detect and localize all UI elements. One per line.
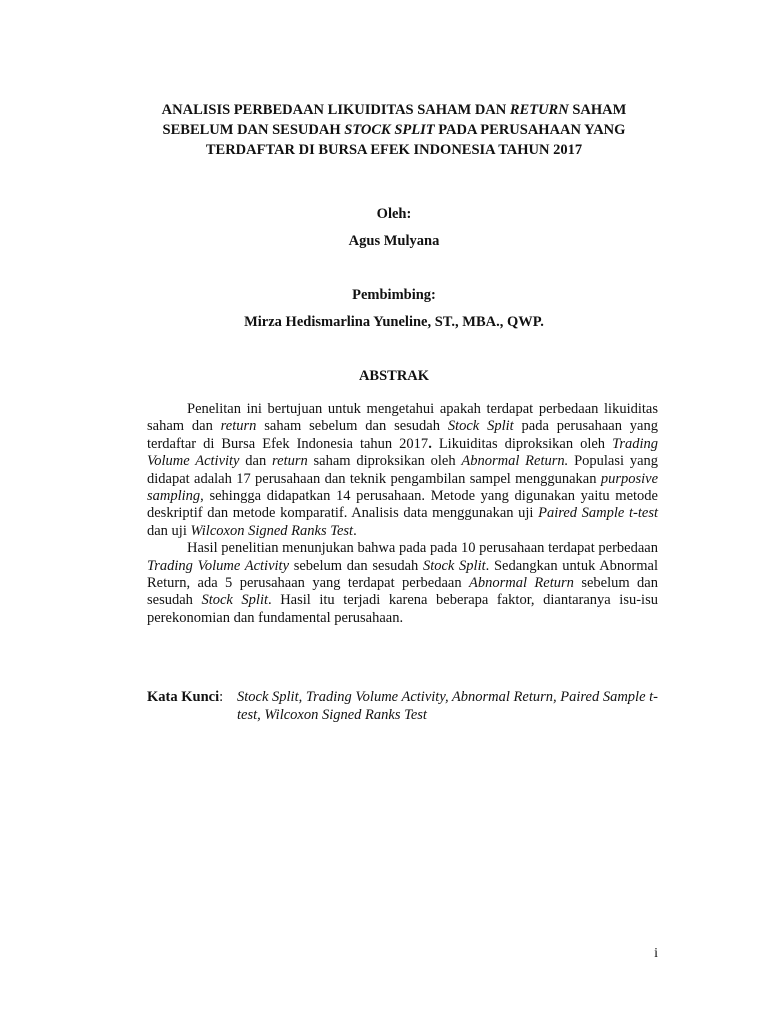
p1-run: return: [272, 453, 308, 470]
abstract-paragraph-2: [147, 540, 658, 627]
p1-run: Stock Split: [447, 418, 514, 435]
p1-run: .: [428, 435, 432, 452]
p1-run: Trading Volume Activity: [147, 435, 658, 470]
p1-run: Likuiditas diproksikan oleh: [431, 435, 613, 452]
p1-run: Paired Sample t-test: [538, 505, 659, 522]
p1-run: dan: [239, 453, 273, 470]
p1-run: Wilcoxon Signed Ranks Test: [190, 522, 354, 539]
p1-run: dan uji: [147, 522, 191, 539]
p1-run: pada perusahaan yang terdaftar di Bursa Efek Indonesia tahun 2017: [147, 418, 658, 452]
p1-run: Populasi yang didapat adalah 17 perusahaan dan teknik pengambilan sampel menggunakan: [147, 453, 659, 487]
p2-run: Stock Split: [422, 557, 486, 574]
p1-run: purposive sampling: [147, 470, 658, 505]
abstract-paragraph-1: [147, 401, 658, 540]
abstract-body: [147, 401, 658, 627]
p2-run: sebelum dan sesudah: [289, 557, 423, 574]
p2-run: Abnormal Return: [469, 575, 574, 592]
title-line-1: ANALISIS PERBEDAAN LIKUIDITAS SAHAM DAN RETURN SAHAM: [161, 102, 627, 118]
p2-run: sebelum dan sesudah: [147, 575, 658, 609]
p2-run: . Hasil itu terjadi karena beberapa faktor, diantaranya isu-isu perekonomian dan fundamental perusahaan.: [147, 592, 658, 626]
p1-run: saham sebelum dan sesudah: [256, 418, 448, 435]
abstract-heading: ABSTRAK: [358, 368, 430, 384]
page-number: i: [654, 946, 658, 961]
author-label: Oleh:: [376, 206, 412, 222]
keywords-text: Stock Split, Trading Volume Activity, Abnormal Return, Paired Sample t-test, Wilcoxon Signed Ranks Test: [237, 689, 658, 723]
keywords-label: Kata Kunci:: [147, 689, 224, 705]
p2-run: Stock Split: [201, 592, 269, 609]
document-title: [120, 100, 668, 160]
p1-run: return: [220, 418, 257, 435]
p2-run: Trading Volume Activity: [147, 557, 290, 574]
author-name: Agus Mulyana: [348, 233, 440, 249]
p1-run: , sehingga didapatkan 14 perusahaan. Metode yang digunakan yaitu metode deskriptif dan metode komparatif. Analisis data menggunakan uji: [147, 488, 658, 522]
p2-run: . Sedangkan untuk Abnormal Return, ada 5 perusahaan yang terdapat perbedaan: [147, 557, 658, 592]
keywords-section: [147, 688, 658, 724]
p2-run: Hasil penelitian menunjukan bahwa pada pada 10 perusahaan terdapat perbedaan: [187, 540, 658, 557]
p1-run: saham diproksikan oleh: [307, 453, 462, 470]
supervisor-label: Pembimbing:: [352, 287, 436, 303]
title-line-2: SEBELUM DAN SESUDAH STOCK SPLIT PADA PERUSAHAAN YANG: [162, 122, 626, 138]
p1-run: Abnormal Return.: [461, 453, 569, 470]
p1-run: .: [353, 522, 357, 539]
supervisor-name: Mirza Hedismarlina Yuneline, ST., MBA., QWP.: [244, 314, 544, 330]
title-line-3: TERDAFTAR DI BURSA EFEK INDONESIA TAHUN 2017: [205, 142, 583, 158]
p1-run: Penelitan ini bertujuan untuk mengetahui apakah terdapat perbedaan likuiditas saham dan: [147, 401, 658, 435]
